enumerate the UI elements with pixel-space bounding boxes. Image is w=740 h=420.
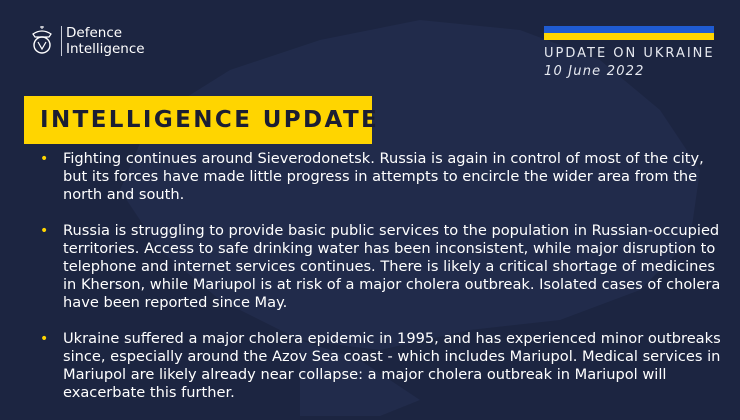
bullet-text: Russia is struggling to provide basic public services to the population in Russian-occupied territories. Access to safe drinking water has been inconsistent, while major disruption to telephone and internet services continues. There is likely a critical shortage of medicines in Kherson, while Mariupol is at risk of a major cholera outbreak. Isolated cases of cholera have been reported since May. bbox=[63, 222, 721, 311]
bullet-item bbox=[40, 222, 730, 312]
logo-divider bbox=[61, 26, 62, 56]
flag-blue-stripe bbox=[544, 26, 714, 33]
brand-line-1: Defence bbox=[66, 25, 123, 41]
defence-intelligence-logo bbox=[29, 25, 145, 57]
bullet-dot-icon: • bbox=[40, 151, 49, 167]
brand-name bbox=[66, 25, 145, 57]
update-title: UPDATE ON UKRAINE bbox=[544, 46, 715, 61]
bullet-item bbox=[40, 150, 730, 204]
bullet-text: Ukraine suffered a major cholera epidemic in 1995, and has experienced minor outbreaks since, especially around the Azov Sea coast - which includes Mariupol. Medical services in Mariupol are likely already near collapse: a major cholera outbreak in Mariupol will exacerbate this further. bbox=[63, 330, 721, 401]
bullet-dot-icon: • bbox=[40, 223, 49, 239]
bullet-text: Fighting continues around Sieverodonetsk. Russia is again in control of most of the city, but its forces have made little progress in attempts to encircle the wider area from the north and south. bbox=[63, 150, 704, 203]
ukraine-flag bbox=[544, 26, 714, 40]
bullet-dot-icon: • bbox=[40, 331, 49, 347]
flag-yellow-stripe bbox=[544, 33, 714, 40]
bullet-list bbox=[40, 150, 730, 420]
crest-icon bbox=[29, 25, 55, 57]
brand-line-2: Intelligence bbox=[66, 41, 145, 57]
bullet-item bbox=[40, 330, 730, 402]
intelligence-update-banner: INTELLIGENCE UPDATE bbox=[24, 96, 372, 144]
update-date: 10 June 2022 bbox=[544, 64, 645, 79]
